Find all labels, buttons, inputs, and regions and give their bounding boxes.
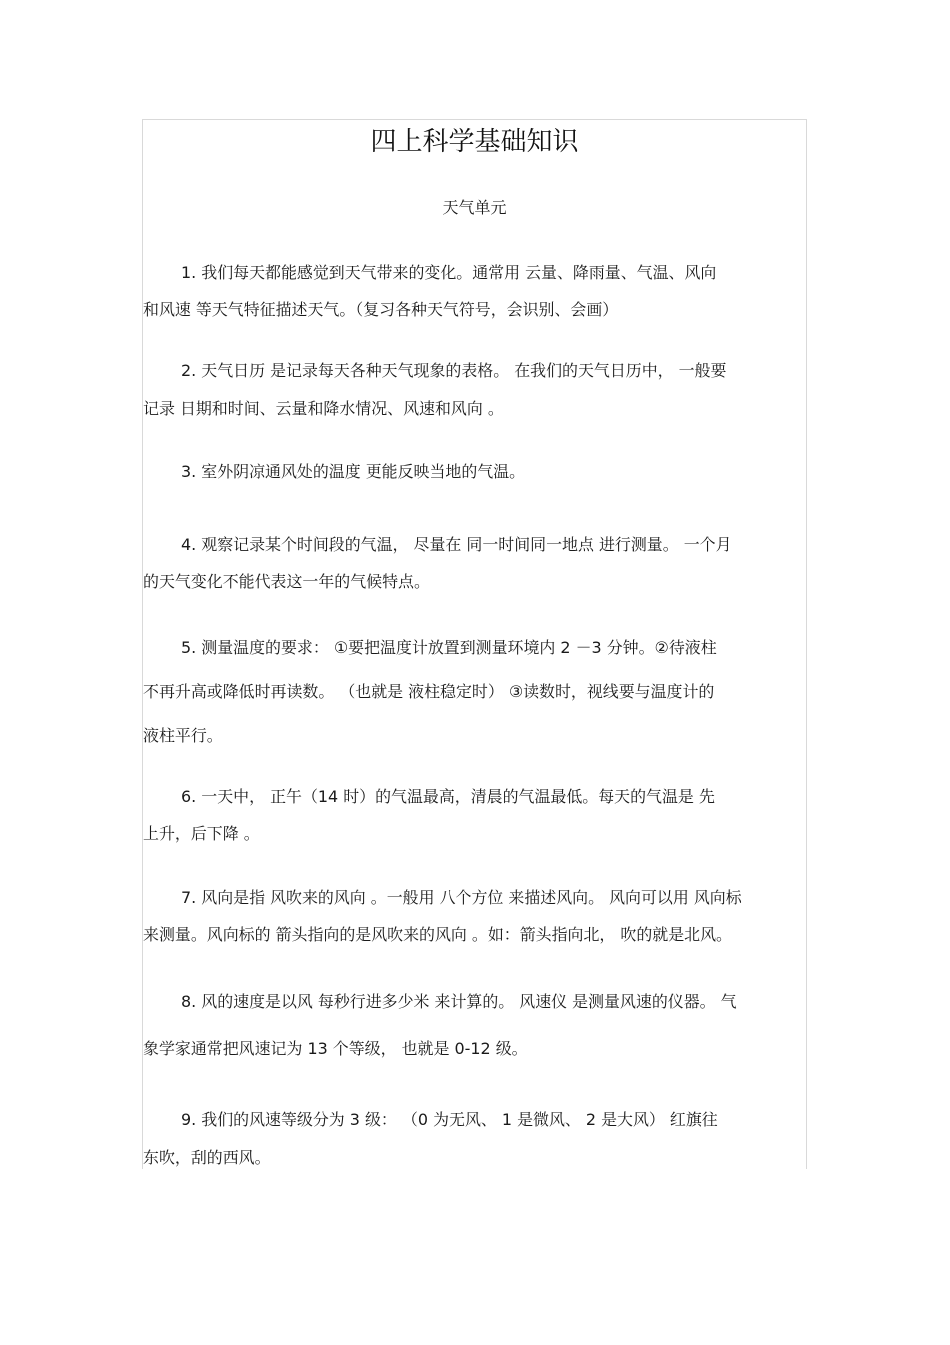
paragraph-line: 上升，后下降 。 [143,824,260,843]
document-title: 四上科学基础知识 [370,127,579,157]
paragraph-line: 8. 风的速度是以风 每秒行进多少米 来计算的。 风速仪 是测量风速的仪器。 气 [181,992,737,1011]
unit-title: 天气单元 [442,198,507,217]
paragraph-line: 的天气变化不能代表这一年的气候特点。 [143,572,430,591]
paragraph-4 [143,526,807,600]
paragraph-line: 东吹，刮的西风。 [143,1148,271,1167]
paragraph-3 [143,454,807,490]
paragraph-line: 来测量。风向标的 箭头指向的是风吹来的风向 。如：箭头指向北， 吹的就是北风。 [143,925,732,944]
paragraph-6 [143,778,807,852]
paragraph-2 [143,352,807,428]
paragraph-line: 3. 室外阴凉通风处的温度 更能反映当地的气温。 [181,462,526,481]
paragraph-line: 7. 风向是指 风吹来的风向 。一般用 八个方位 来描述风向。 风向可以用 风向标 [181,888,742,907]
paragraph-line: 2. 天气日历 是记录每天各种天气现象的表格。 在我们的天气日历中， 一般要 [181,361,727,380]
paragraph-line: 液柱平行。 [143,726,223,745]
paragraph-line: 1. 我们每天都能感觉到天气带来的变化。通常用 云量、降雨量、气温、风向 [181,263,717,282]
paragraph-7 [143,879,807,953]
paragraph-line: 不再升高或降低时再读数。 （也就是 液柱稳定时） ③读数时，视线要与温度计的 [143,682,715,701]
paragraph-line: 9. 我们的风速等级分为 3 级： （0 为无风、 1 是微风、 2 是大风） 红旗往 [181,1110,718,1129]
paragraph-5 [143,626,807,758]
paragraph-9 [143,1101,807,1177]
paragraph-line: 4. 观察记录某个时间段的气温， 尽量在 同一时间同一地点 进行测量。 一个月 [181,535,732,554]
paragraph-line: 6. 一天中， 正午（14 时）的气温最高，清晨的气温最低。每天的气温是 先 [181,787,715,806]
paragraph-line: 和风速 等天气特征描述天气。（复习各种天气符号，会识别、会画） [143,300,619,319]
paragraph-line: 记录 日期和时间、云量和降水情况、风速和风向 。 [143,399,504,418]
paragraph-1 [143,254,807,328]
paragraph-8 [143,978,807,1072]
paragraph-line: 5. 测量温度的要求： ①要把温度计放置到测量环境内 2 －3 分钟。②待液柱 [181,638,717,657]
paragraph-line: 象学家通常把风速记为 13 个等级， 也就是 0-12 级。 [143,1039,528,1058]
